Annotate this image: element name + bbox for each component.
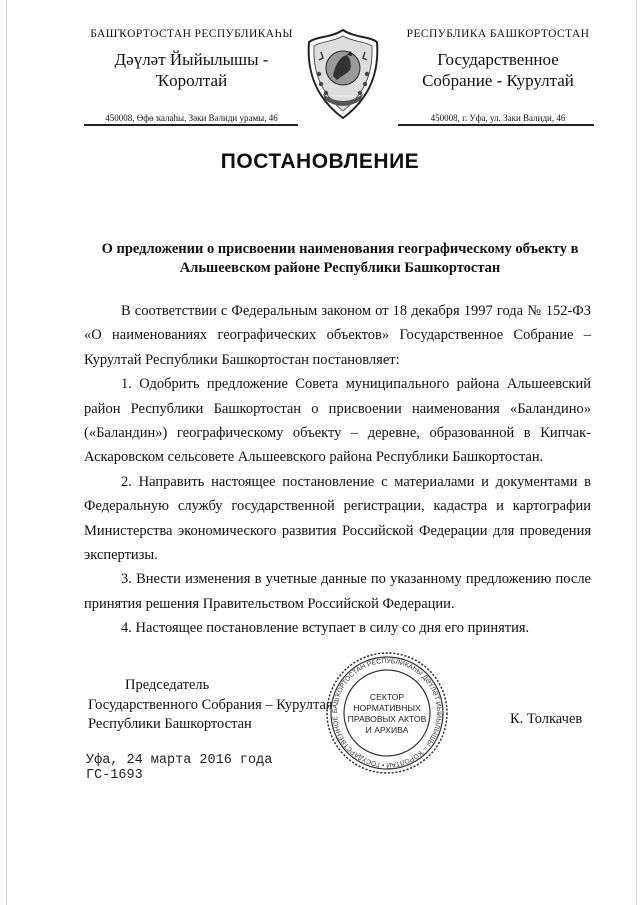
subject-line-1: О предложении о присвоении наименования географическому объекту в [101,241,579,257]
header-left-org-line1: Дәүләт Йыйылышы - [114,50,269,69]
stamp-line-1: СЕКТОР [369,692,405,702]
header-right-org-line1: Государственное [437,50,559,69]
footer-place-date: Уфа, 24 марта 2016 года [86,753,273,768]
header-right-org-line2: Собрание - Курултай [422,71,574,90]
scan-edge-left [6,0,7,905]
bashkortostan-emblem-icon [303,28,383,120]
body-paragraph-item-2: 2. Направить настоящее постановление с материалами и документами в Федеральную службу государственной регистрации, кадастра и картографии Министерства экономического развития Российской Федерации для проведения экспертизы. [84,473,591,564]
header-right-block [398,28,598,123]
header-left-address: 450008, Өфө ҡалаһы, Зәки Вәлиди урамы, 46 [105,113,278,123]
header-right-address: 450008, г. Уфа, ул. Заки Валиди, 46 [430,113,566,123]
scan-edge-right [636,0,637,905]
document-body [84,299,591,641]
header-left-block [84,28,299,123]
body-paragraph-item-3: 3. Внести изменения в учетные данные по указанному предложению после принятия решения Правительством Российской Федерации. [84,571,591,612]
archive-stamp [322,650,452,776]
stamp-ring-text: БАШҠОРТОСТАН РЕСПУБЛИКАҺЫ ДӘҮЛӘТ ЙЫЙЫЛЫШЫ – ҠОРОЛТАЙ • ГОСУДАРСТВЕННОЕ [331,657,443,769]
header-right-republic: РЕСПУБЛИКА БАШКОРТОСТАН [406,28,590,40]
stamp-line-3: ПРАВОВЫХ АКТОВ [347,714,427,724]
signature-title [88,676,333,735]
signature-title-line2: Государственного Собрания – Курултая [88,696,333,713]
signature-title-line3: Республики Башкортостан [88,716,252,732]
signatory-name: К. Толкачев [510,711,583,727]
header-left-republic: БАШҠОРТОСТАН РЕСПУБЛИКАҺЫ [90,28,293,40]
document-subject [90,240,590,278]
stamp-line-4: И АРХИВА [365,725,409,735]
document-footer [86,753,272,783]
header-right-rule [398,124,594,126]
body-paragraph-preamble: В соответствии с Федеральным законом от 18 декабря 1997 года № 152-ФЗ «О наименованиях географических объектов» Государственное Собрание – Курултай Республики Башкортостан постановляет: [84,303,591,368]
document-title: ПОСТАНОВЛЕНИЕ [220,150,420,173]
footer-number: ГС-1693 [86,768,143,783]
body-paragraph-item-1: 1. Одобрить предложение Совета муниципального района Альшеевский район Республики Башкортостан о присвоении наименования «Баландино» («Баландин») географическому объекту – деревне, образованной в Кипчак-Аскаровском сельсовете Альшеевского района Республики Башкортостан. [84,376,591,466]
header-left-org-line2: Ҡоролтай [155,71,228,90]
subject-line-2: Альшеевском районе Республики Башкортостан [179,260,501,276]
header-left-rule [84,124,298,126]
signature-title-line1: Председатель [125,677,210,693]
stamp-line-2: НОРМАТИВНЫХ [353,703,421,713]
body-paragraph-item-4: 4. Настоящее постановление вступает в силу со дня его принятия. [121,620,530,637]
